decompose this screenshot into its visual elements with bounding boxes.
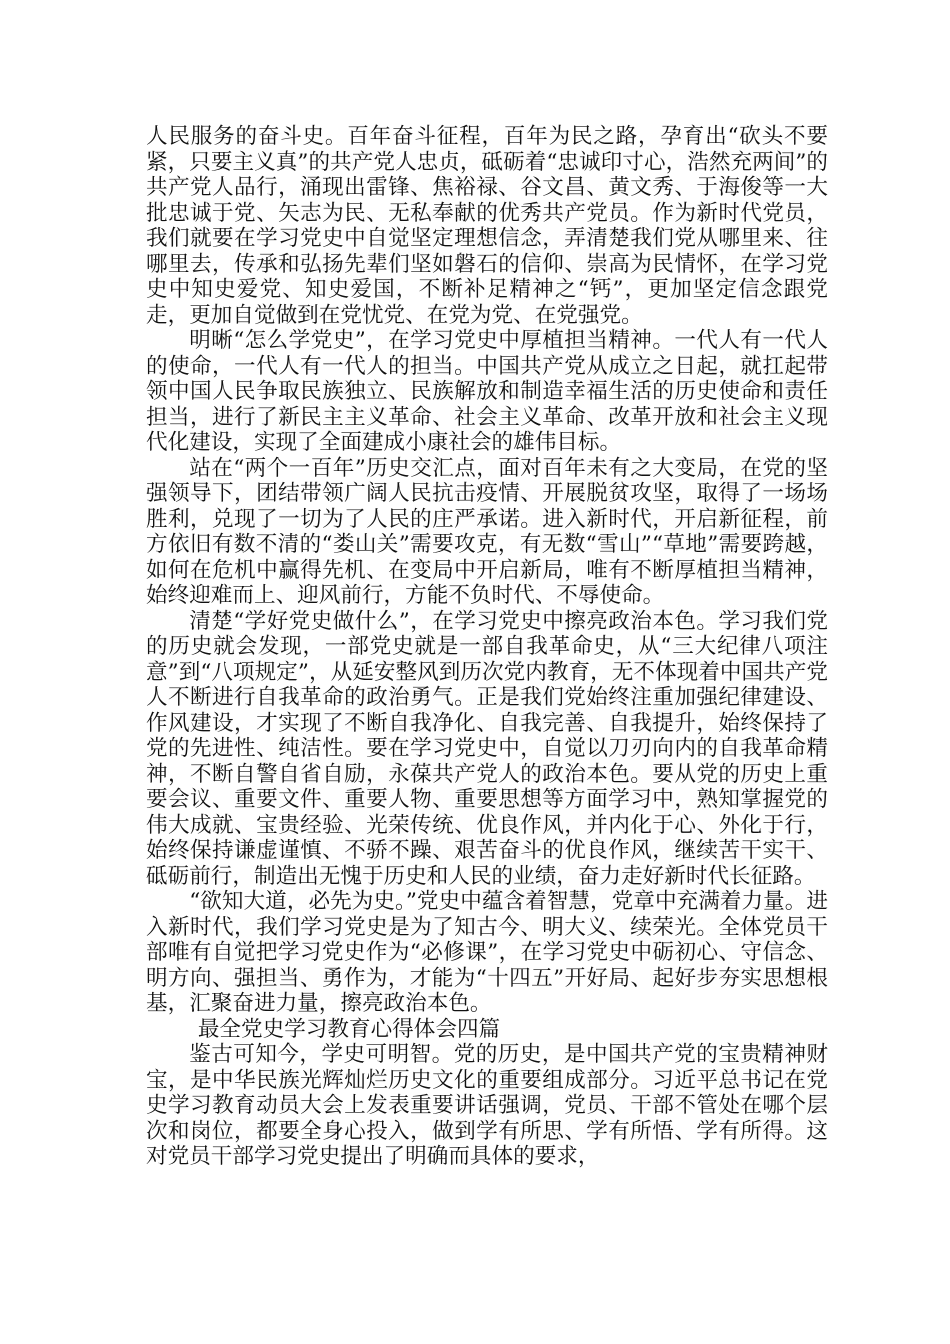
section-heading: 最全党史学习教育心得体会四篇: [197, 1016, 501, 1042]
paragraph-4: 清楚“学好党史做什么”，在学习党史中擦亮政治本色。学习我们党的历史就会发现，一部党史就是一部自我革命史，从“三大纪律八项注意”到“八项规定”，从延安整风到历次党内教育，无不体现着中国共产党人不断进行自我革命的政治勇气。正是我们党始终注重加强纪律建设、作风建设，才实现了不断自我净化、自我完善、自我提升，始终保持了党的先进性、纯洁性。要在学习党史中，自觉以刀刃向内的自我革命精神，不断自警自省自励，永葆共产党人的政治本色。要从党的历史上重要会议、重要文件、重要人物、重要思想等方面学习中，熟知掌握党的伟大成就、宝贵经验、光荣传统、优良作风，并内化于心、外化于行，始终保持谦虚谨慎、不骄不躁、艰苦奋斗的优良作风，继续苦干实干、砥砺前行，制造出无愧于历史和人民的业绩，奋力走好新时代长征路。: [146, 608, 828, 889]
document-body: [146, 124, 828, 1170]
paragraph-3: 站在“两个一百年”历史交汇点，面对百年未有之大变局，在党的坚强领导下，团结带领广阔人民抗击疫情、开展脱贫攻坚，取得了一场场胜利，兑现了一切为了人民的庄严承诺。进入新时代，开启新征程，前方依旧有数不清的“娄山关”需要攻克，有无数“雪山”“草地”需要跨越，如何在危机中赢得先机、在变局中开启新局，唯有不断厚植担当精神，始终迎难而上、迎风前行，方能不负时代、不辱使命。: [146, 455, 828, 608]
paragraph-5: “欲知大道，必先为史。”党史中蕴含着智慧，党章中充满着力量。进入新时代，我们学习党史是为了知古今、明大义、续荣光。全体党员干部唯有自觉把学习党史作为“必修课”，在学习党史中砺初心、守信念、明方向、强担当、勇作为，才能为“十四五”开好局、起好步夯实思想根基，汇聚奋进力量，擦亮政治本色。: [146, 889, 828, 1016]
paragraph-1: 人民服务的奋斗史。百年奋斗征程，百年为民之路，孕育出“砍头不要紧，只要主义真”的共产党人忠贞，砥砺着“忠诚印寸心，浩然充两间”的共产党人品行，涌现出雷锋、焦裕禄、谷文昌、黄文秀、于海俊等一大批忠诚于党、矢志为民、无私奉献的优秀共产党员。作为新时代党员，我们就要在学习党史中自觉坚定理想信念，弄清楚我们党从哪里来、往哪里去，传承和弘扬先辈们坚如磐石的信仰、崇高为民情怀，在学习党史中知史爱党、知史爱国，不断补足精神之“钙”，更加坚定信念跟党走，更加自觉做到在党忧党、在党为党、在党强党。: [146, 124, 828, 328]
paragraph-2: 明晰“怎么学党史”，在学习党史中厚植担当精神。一代人有一代人的使命，一代人有一代人的担当。中国共产党从成立之日起，就扛起带领中国人民争取民族独立、民族解放和制造幸福生活的历史使命和责任担当，进行了新民主主义革命、社会主义革命、改革开放和社会主义现代化建设，实现了全面建成小康社会的雄伟目标。: [146, 328, 828, 455]
paragraph-6: 鉴古可知今，学史可明智。党的历史，是中国共产党的宝贵精神财宝，是中华民族光辉灿烂历史文化的重要组成部分。习近平总书记在党史学习教育动员大会上发表重要讲话强调，党员、干部不管处在哪个层次和岗位，都要全身心投入，做到学有所思、学有所悟、学有所得。这对党员干部学习党史提出了明确而具体的要求，: [146, 1042, 828, 1169]
